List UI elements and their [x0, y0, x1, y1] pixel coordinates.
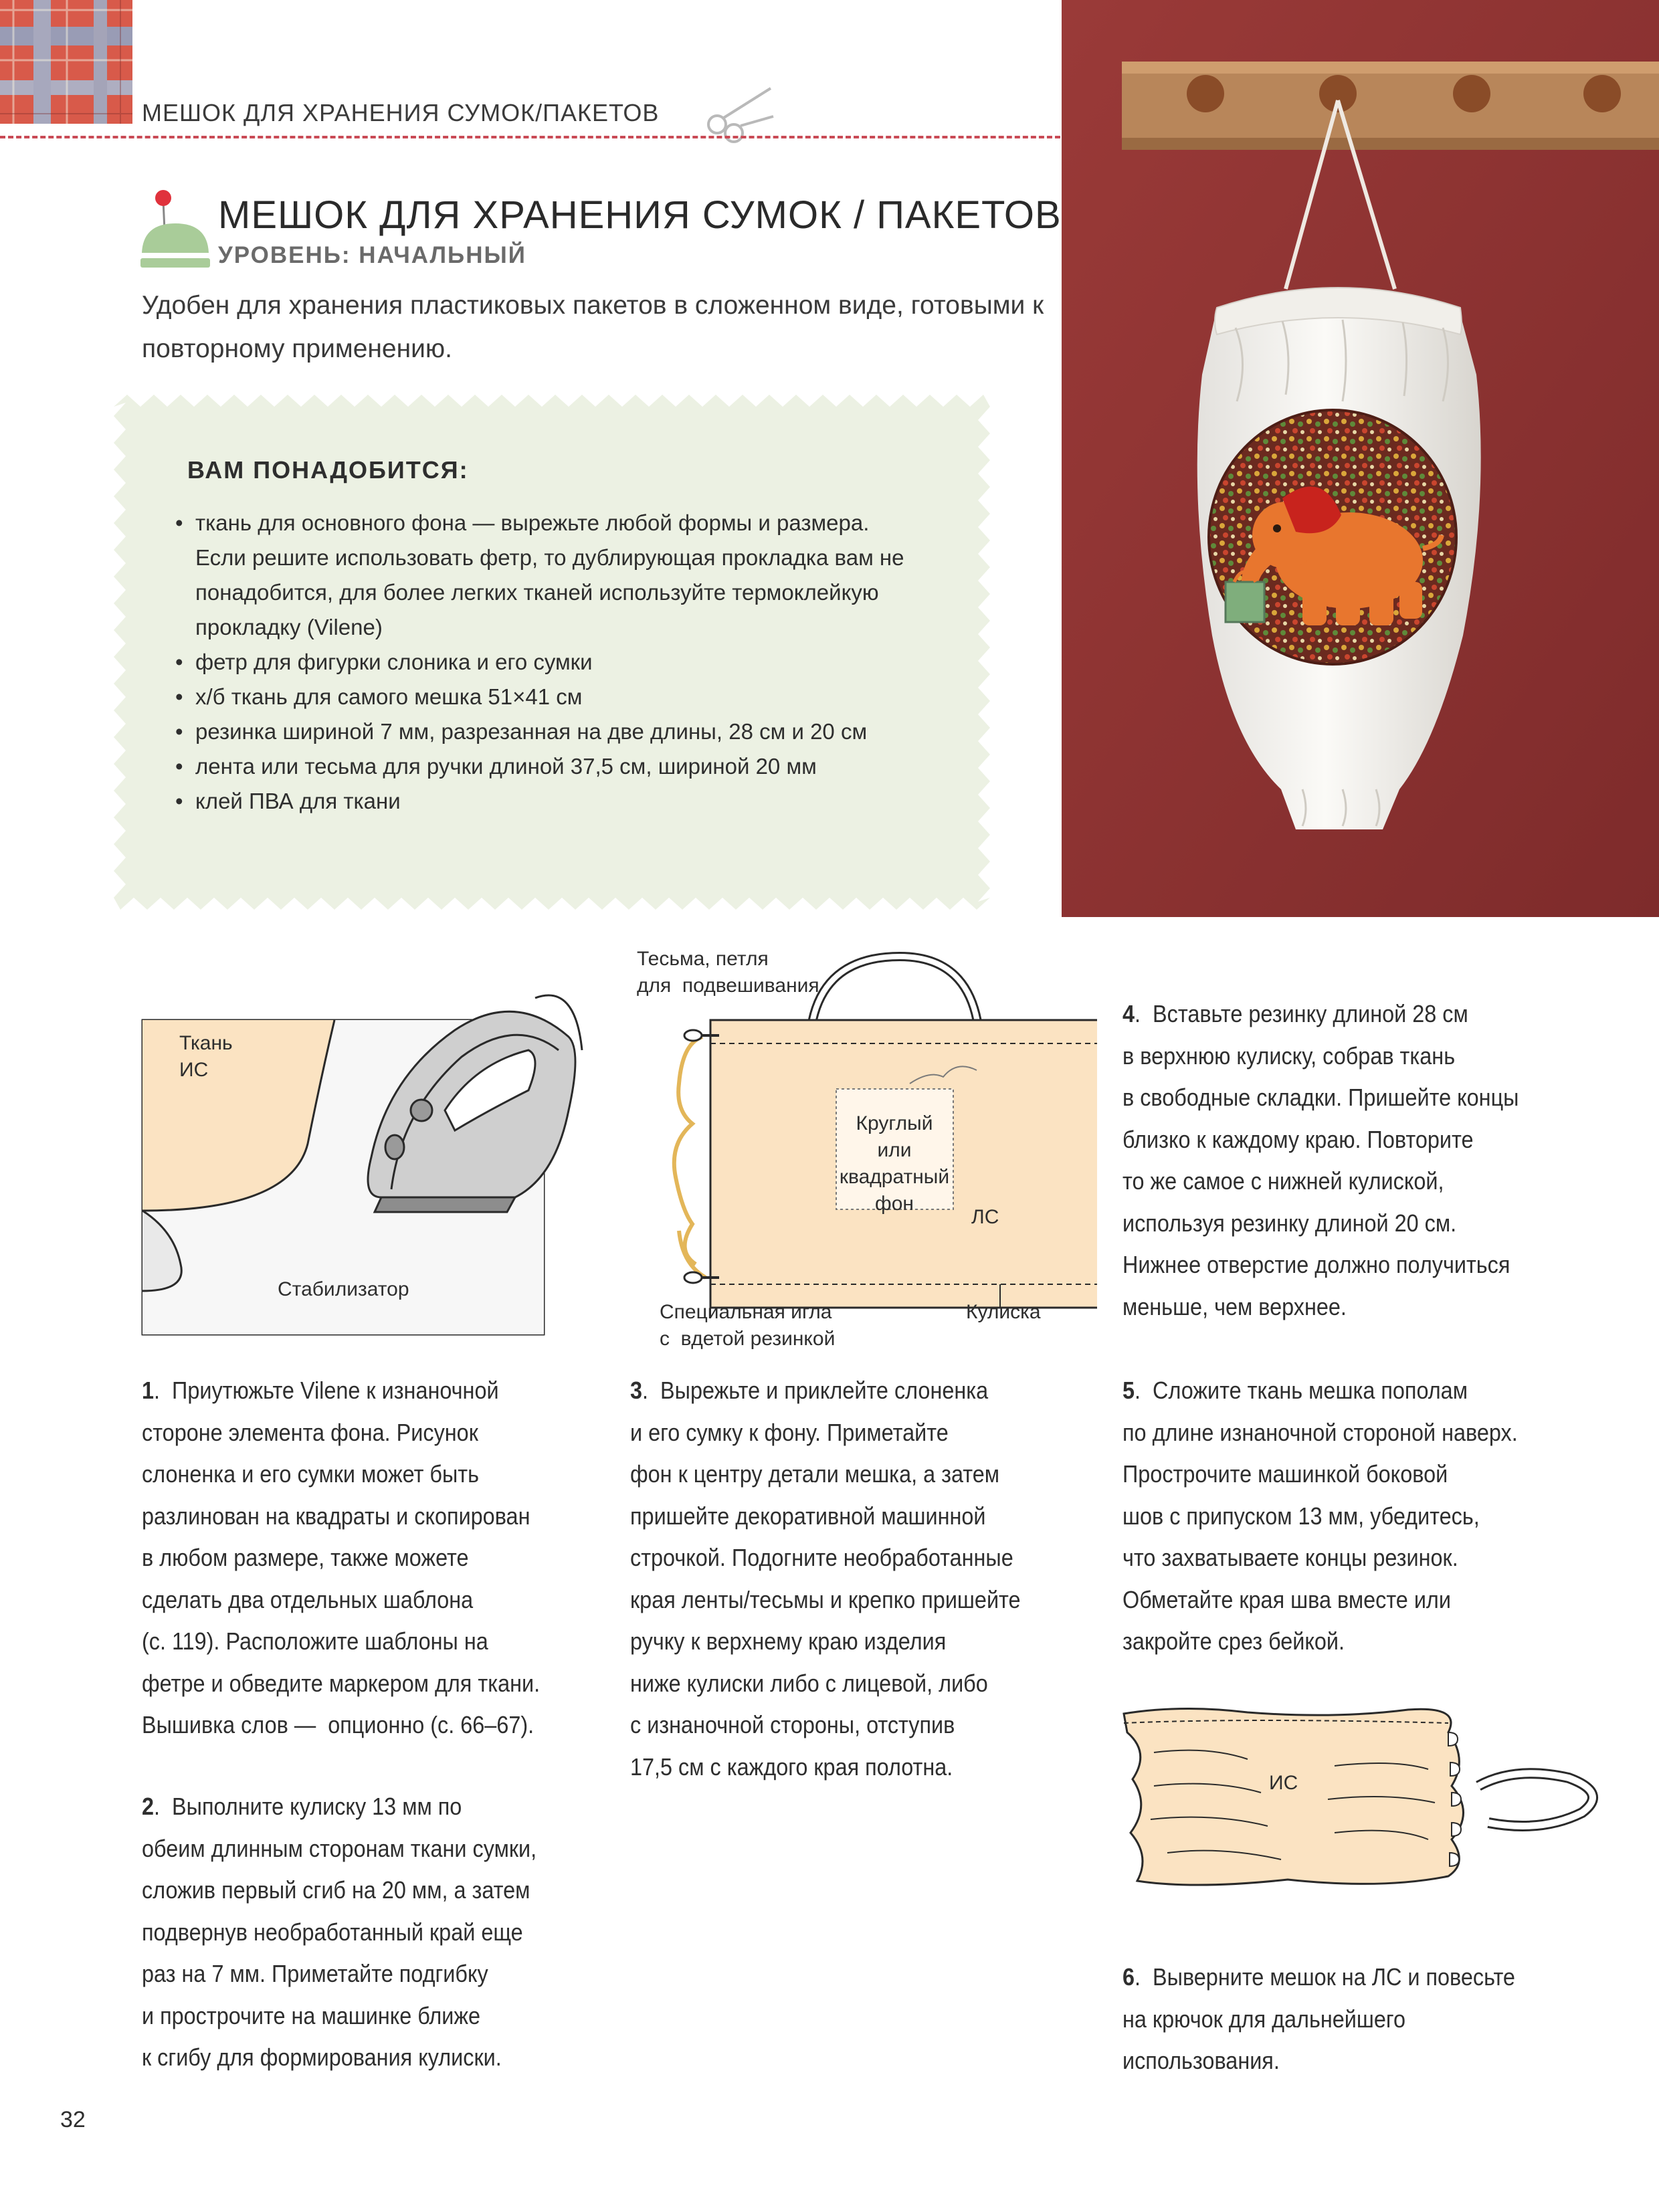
project-title: МЕШОК ДЛЯ ХРАНЕНИЯ СУМОК / ПАКЕТОВ: [218, 193, 1062, 237]
step-number: 5: [1123, 1377, 1135, 1404]
step-text: Приутюжьте Vilene к изнаночной стороне элемента фона. Рисунок слоненка и его сумки может быть разлинован на квадраты и скопирован в любом размере, также можете сделать два отдельных шаблона (с. 119). Расположите шаблоны на фетре и обведите маркером для ткани. Вышивка слов — опционно (с. 66–67).: [142, 1377, 541, 1738]
step-number: 3: [630, 1377, 643, 1404]
stabilizer-label: Стабилизатор: [278, 1278, 409, 1300]
step-2: 2. Выполните кулиску 13 мм по обеим длинным сторонам ткани сумки, сложив первый сгиб на 20 мм, а затем подвернув необработанный край еще раз на 7 мм. Приметайте подгибку и прострочите на машинке ближе к сгибу для формирования кулиски.: [142, 1793, 537, 2071]
supply-item: • клей ПВА для ткани: [174, 784, 977, 819]
step-3: 3. Вырежьте и приклейте слоненка и его сумку к фону. Приметайте фон к центру детали мешка, а затем пришейте декоративной машинной строчкой. Подогните необработанные края ленты/тесьмы и крепко пришейте ручку к верхнему краю изделия ниже кулиски либо с лицевой, либо с изнаночной стороны, отступив 17,5 см с каждого края полотна.: [630, 1377, 1021, 1781]
supply-item: • лента или тесьма для ручки длиной 37,5 см, шириной 20 мм: [174, 749, 977, 784]
wrong-side-label: ИС: [1269, 1772, 1298, 1794]
figure-bag-casings: [629, 943, 1097, 1365]
step-number: 4: [1123, 1000, 1135, 1027]
supplies-list: [174, 506, 977, 819]
right-side-label: ЛС: [971, 1206, 999, 1228]
page-number: 32: [60, 2107, 86, 2132]
pincushion-icon: [138, 189, 213, 269]
step-4: 4. Вставьте резинку длиной 28 см в верхнюю кулиску, собрав ткань в свободные складки. Пришейте концы близко к каждому краю. Повторите то же самое с нижней кулиской, используя резинку длиной 20 см. Нижнее отверстие должно получиться меньше, чем верхнее.: [1123, 1000, 1519, 1320]
background-patch-label: Круглый или квадратный фон: [839, 1112, 950, 1215]
step-number: 2: [142, 1793, 155, 1820]
figure-gathered-bag: [1114, 1699, 1609, 1900]
step-text: Вставьте резинку длиной 28 см в верхнюю кулиску, собрав ткань в свободные складки. Пришейте концы близко к каждому краю. Повторите то же самое с нижней кулиской, используя резинку длиной 20 см. Нижнее отверстие должно получиться меньше, чем верхнее.: [1123, 1000, 1519, 1320]
step-text: Выполните кулиску 13 мм по обеим длинным сторонам ткани сумки, сложив первый сгиб на 20 мм, а затем подвернув необработанный край еще раз на 7 мм. Приметайте подгибку и прострочите на машинке ближе к сгибу для формирования кулиски.: [142, 1793, 537, 2071]
supply-item: • х/б ткань для самого мешка 51×41 см: [174, 680, 977, 714]
skill-level: УРОВЕНЬ: НАЧАЛЬНЫЙ: [218, 242, 526, 268]
needle-label: Специальная игла с вдетой резинкой: [660, 1301, 836, 1350]
product-photo: [1062, 0, 1659, 917]
supply-item: • ткань для основного фона — вырежьте любой формы и размера. Если решите использовать фетр, то дублирующая прокладка вам не понадобится, для более легких тканей используйте термоклейкую прокладку (Vilene): [174, 506, 918, 645]
project-intro: Удобен для хранения пластиковых пакетов в сложенном виде, готовыми к повторному применению.: [142, 291, 1044, 363]
step-text: Сложите ткань мешка пополам по длине изнаночной стороной наверх. Прострочите машинкой боковой шов с припуском 13 мм, убедитесь, что захватываете концы резинок. Обметайте края шва вместе или закройте срез бейкой.: [1123, 1377, 1518, 1655]
step-text: Вырежьте и приклейте слоненка и его сумку к фону. Приметайте фон к центру детали мешка, а затем пришейте декоративной машинной строчкой. Подогните необработанные края ленты/тесьмы и крепко пришейте ручку к верхнему краю изделия ниже кулиски либо с лицевой, либо с изнаночной стороны, отступив 17,5 см с каждого края полотна.: [630, 1377, 1021, 1781]
step-text: Выверните мешок на ЛС и повесьте на крючок для дальнейшего использования.: [1123, 1963, 1515, 2074]
scissors-icon: [704, 83, 777, 143]
supplies-title: ВАМ ПОНАДОБИТСЯ:: [187, 456, 469, 484]
step-number: 6: [1123, 1963, 1135, 1991]
header-divider: [0, 136, 1060, 138]
supply-item: • резинка шириной 7 мм, разрезанная на две длины, 28 см и 20 см: [174, 714, 891, 749]
plaid-corner-decoration: [0, 0, 132, 124]
step-5: 5. Сложите ткань мешка пополам по длине изнаночной стороной наверх. Прострочите машинкой боковой шов с припуском 13 мм, убедитесь, что захватываете концы резинок. Обметайте края шва вместе или закройте срез бейкой.: [1123, 1377, 1518, 1655]
figure-ironing: [140, 977, 636, 1338]
loop-label: Тесьма, петля для подвешивания: [637, 948, 819, 997]
step-6: 6. Выверните мешок на ЛС и повесьте на крючок для дальнейшего использования.: [1123, 1963, 1515, 2074]
step-number: 1: [142, 1377, 155, 1404]
step-1: 1. Приутюжьте Vilene к изнаночной стороне элемента фона. Рисунок слоненка и его сумки может быть разлинован на квадраты и скопирован в любом размере, также можете сделать два отдельных шаблона (с. 119). Расположите шаблоны на фетре и обведите маркером для ткани. Вышивка слов — опционно (с. 66–67).: [142, 1377, 541, 1738]
casing-label: Кулиска: [966, 1301, 1041, 1323]
fabric-ws-label: Ткань ИС: [179, 1032, 233, 1081]
running-header: МЕШОК ДЛЯ ХРАНЕНИЯ СУМОК/ПАКЕТОВ: [142, 99, 660, 126]
supply-item: • фетр для фигурки слоника и его сумки: [174, 645, 977, 680]
